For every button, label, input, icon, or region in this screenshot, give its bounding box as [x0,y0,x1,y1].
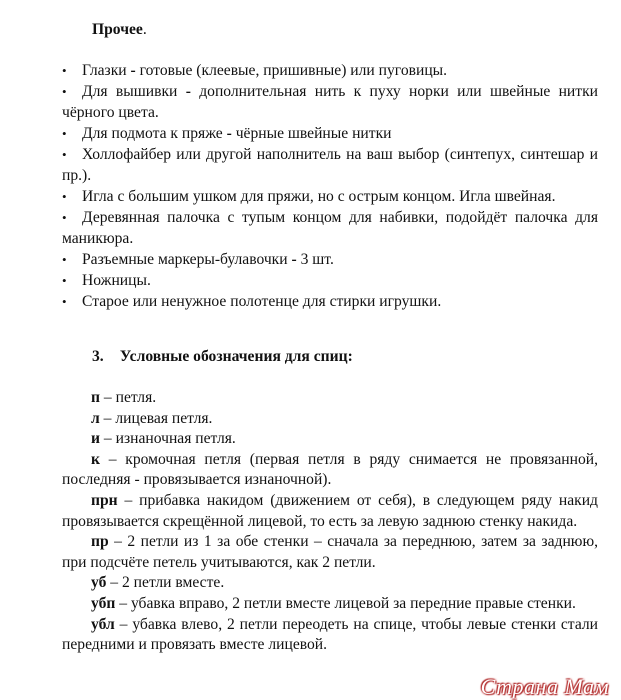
bullet-icon: • [62,273,67,289]
list-item-text: Игла с большим ушком для пряжи, но с острым концом. Игла швейная. [82,187,556,205]
list-item [62,208,598,249]
abbreviation-term: к [91,450,100,468]
abbreviation-definition: – убавка влево, 2 петли переодеть на спице, чтобы левые стенки стали передними и провязать вместе лицевой. [62,615,602,654]
bullet-icon: • [62,251,67,267]
bullet-icon: • [62,294,67,310]
abbreviation-term: и [91,430,100,448]
heading-other [92,20,147,41]
abbreviation-definition: – убавка вправо, 2 петли вместе лицевой за передние правые стенки. [115,594,576,612]
list-item [62,124,598,145]
list-item-text: Холлофайбер или другой наполнитель на ваш выбор (синтепух, синтешар и пр.). [62,146,598,184]
list-item-separator: - [126,62,140,79]
abbreviation-item [62,615,602,656]
abbreviation-definition: – лицевая петля. [99,409,213,427]
list-item [62,271,598,292]
abbreviation-item [62,409,598,430]
abbreviation-item [62,429,598,450]
list-item [62,82,598,123]
abbreviation-definition: – 2 петли из 1 за обе стенки – сначала за переднюю, затем за заднюю, при подсчёте петель учитываются, как 2 петли. [62,533,602,571]
heading-other-bold: Прочее [92,21,143,38]
list-item-text: Деревянная палочка с тупым концом для набивки, подойдёт палочка для маникюра. [62,209,598,247]
abbreviation-item [62,491,602,532]
list-item-separator: - [177,83,200,101]
list-item-text: Ножницы. [82,272,151,290]
abbreviation-definition: – кромочная петля (первая петля в ряду снимается не провязанной, последняя - провязывается изнаночной). [62,450,602,489]
abbreviation-definition: – изнаночная петля. [100,430,236,448]
list-item [62,187,598,208]
heading-other-period: . [142,21,147,38]
abbreviation-definition: – прибавка накидом (движением от себя), в следующем ряду накид провязывается скрещённой лицевой, то есть за левую заднюю стенку накида. [62,491,602,530]
list-item [62,61,598,82]
abbreviation-term: убл [91,615,115,633]
list-item-separator: - [287,250,301,268]
list-item-term: Глазки [82,62,127,79]
bullet-icon: • [62,210,67,226]
abbreviation-item [62,573,598,594]
list-item [62,250,598,271]
list-item-separator: - [222,124,236,142]
list-item-term: Для вышивки [82,83,178,101]
abbreviation-term: убп [91,594,116,612]
bullet-icon: • [62,84,67,100]
abbreviation-item [62,450,602,491]
list-item-text: 3 шт. [300,250,334,268]
materials-list [62,61,598,313]
list-item-text: дополнительная нить к пуху норки или швейные нитки чёрного цвета. [62,83,598,121]
abbreviation-item [62,532,602,573]
bullet-icon: • [62,125,67,141]
bullet-icon: • [62,147,67,163]
list-item-term: Разъемные маркеры-булавочки [82,250,288,268]
list-item-term: Для подмота к пряже [82,124,223,142]
abbreviation-item [62,388,598,409]
abbreviation-term: л [91,409,100,427]
watermark-logo: Страна Мам [480,674,609,700]
bullet-icon: • [62,188,67,204]
abbreviation-definition: – 2 петли вместе. [106,574,225,592]
section-3-title: Условные обозначения для спиц: [119,348,353,365]
section-3-heading [92,347,353,368]
list-item-text: Старое или ненужное полотенце для стирки игрушки. [82,293,442,311]
abbreviation-term: пр [91,533,109,551]
abbreviations-list [62,388,602,656]
abbreviation-definition: – петля. [100,389,157,406]
section-3-number: 3. [92,348,104,365]
abbreviation-term: уб [91,574,107,592]
abbreviation-term: п [91,389,100,406]
abbreviation-term: прн [91,491,118,509]
abbreviation-item [62,594,598,615]
bullet-icon: • [62,63,67,78]
list-item [62,145,598,186]
list-item-text: чёрные швейные нитки [235,124,392,142]
list-item [62,292,598,313]
list-item-text: готовые (клеевые, пришивные) или пуговицы. [139,62,448,79]
